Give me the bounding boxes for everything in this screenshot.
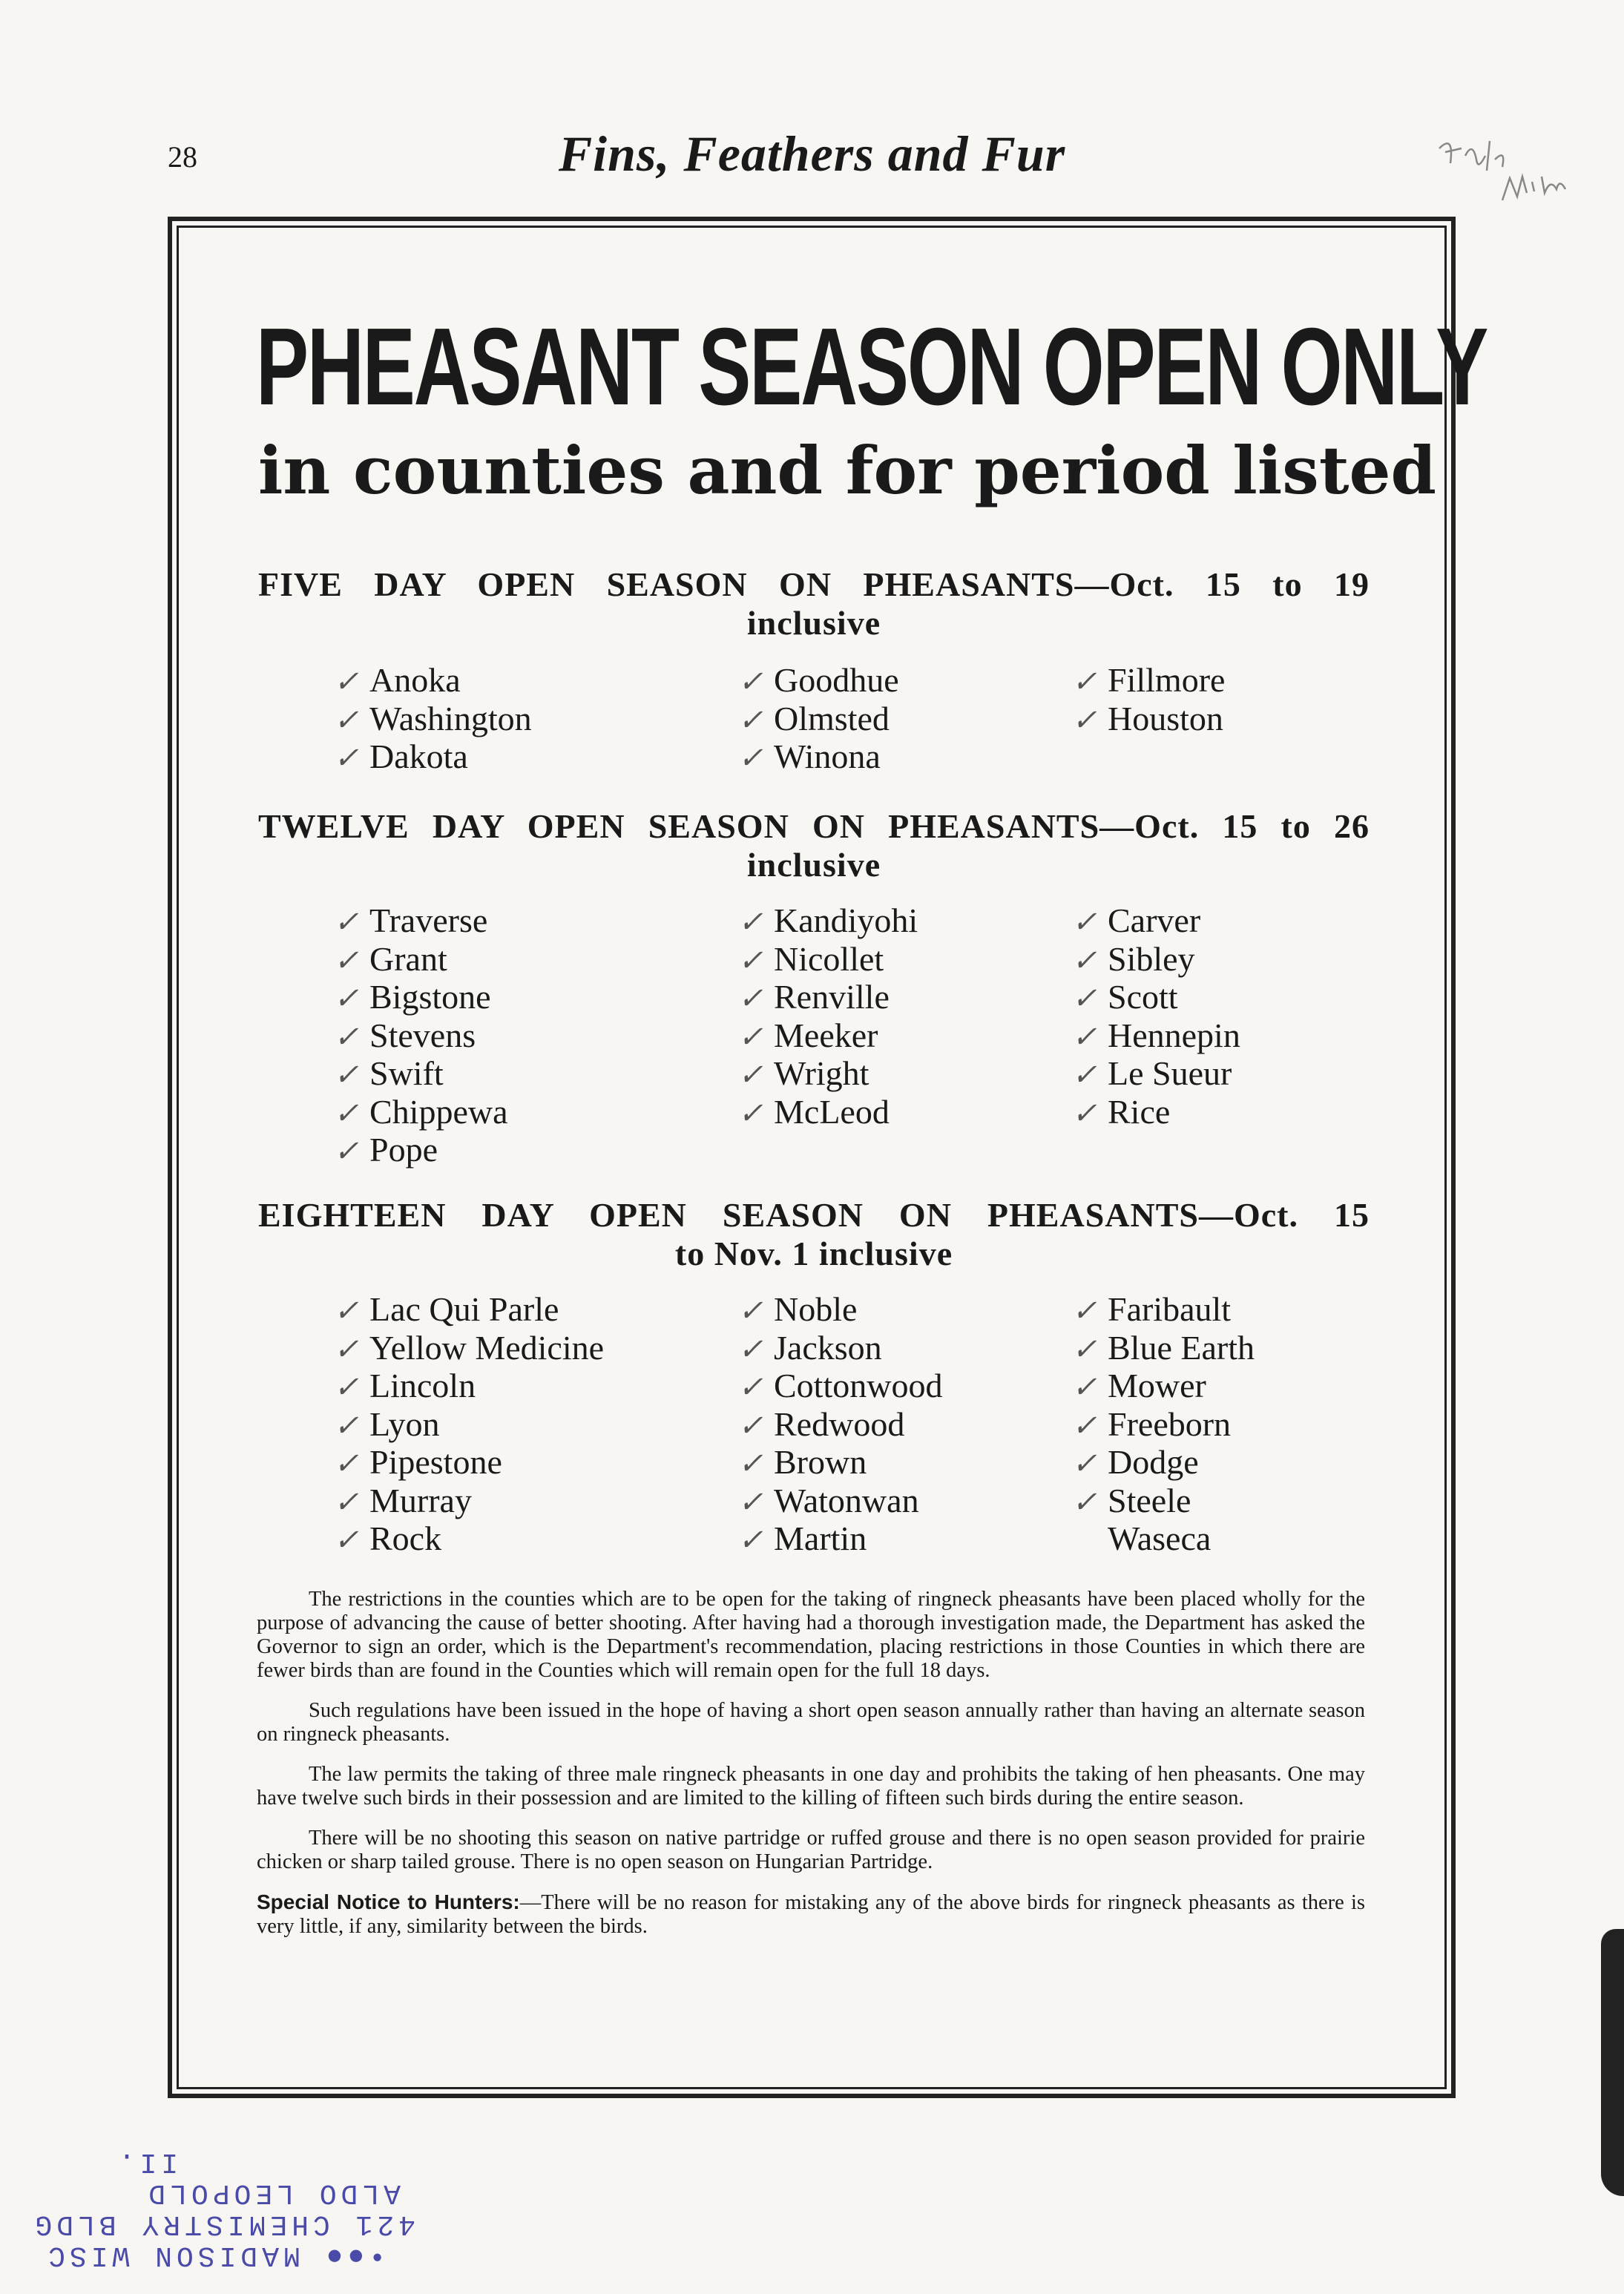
county-item: ✓ Winona [738, 737, 881, 775]
county-column [1072, 1291, 1255, 1557]
section-heading-five-day [258, 565, 1370, 642]
county-item: ✓ Lac Qui Parle [334, 1290, 559, 1328]
torn-edge [1601, 1929, 1624, 2196]
page-number: 28 [168, 140, 197, 174]
section-heading-line1: TWELVE DAY OPEN SEASON ON PHEASANTS—Oct. 15 to 26 [258, 807, 1370, 845]
county-item: ✓ Chippewa [334, 1092, 508, 1131]
paragraph: The law permits the taking of three male ringneck pheasants in one day and prohibits the taking of hen pheasants. One may have twelve such birds in their possession and are limited to the killing of fifteen such birds during the entire season. [257, 1763, 1365, 1810]
county-item: ✓ Yellow Medicine [334, 1328, 605, 1367]
county-item: ✓ Hennepin [1072, 1016, 1240, 1054]
county-column [738, 902, 918, 1131]
county-item: ✓ Bigstone [334, 978, 491, 1016]
special-notice-label: Special Notice to Hunters: [257, 1890, 520, 1913]
county-item: ✓ Redwood [738, 1404, 905, 1443]
county-column [1072, 902, 1240, 1131]
masthead: Fins, Feathers and Fur [558, 125, 1066, 182]
county-item: ✓ Swift [334, 1054, 444, 1092]
county-item: ✓ Carver [1072, 901, 1201, 939]
county-column [738, 1291, 942, 1559]
county-item: ✓ Houston [1072, 699, 1223, 737]
subheadline: in counties and for period listed [258, 432, 1436, 509]
county-item: ✓ Cottonwood [738, 1367, 943, 1404]
paragraph: The restrictions in the counties which are to be open for the taking of ringneck pheasants have been placed wholly for the purpose of advancing the cause of better shooting. After having had a thorough investigation made, the Department has asked the Governor to sign an order, which is the Department's recommendation, placing restrictions in those Counties in which there are fewer birds than are found in the Counties which will remain open for the full 18 days. [257, 1588, 1365, 1682]
county-item: ✓ Pipestone [334, 1443, 502, 1481]
county-item: ✓ Rice [1072, 1092, 1171, 1131]
county-item: ✓ Wright [738, 1054, 869, 1092]
county-item: ✓ Jackson [738, 1328, 882, 1367]
section-heading-line2: to Nov. 1 inclusive [674, 1235, 953, 1272]
paragraph: Such regulations have been issued in the hope of having a short open season annually rather than having an alternate season on ringneck pheasants. [257, 1699, 1365, 1746]
county-item: ✓ Goodhue [738, 661, 899, 699]
county-item: ✓ Lincoln [334, 1367, 476, 1404]
headline: PHEASANT SEASON OPEN ONLY [256, 306, 1487, 428]
section-heading-line2: inclusive [746, 604, 881, 642]
county-item: ✓ Faribault [1072, 1290, 1232, 1328]
county-item: ✓ Renville [738, 978, 890, 1016]
county-item: ✓ Blue Earth [1072, 1328, 1255, 1367]
section-heading-eighteen-day [258, 1196, 1370, 1273]
county-item: ✓ Kandiyohi [738, 901, 918, 939]
county-item: ✓ Stevens [334, 1016, 476, 1054]
section-heading-line1: EIGHTEEN DAY OPEN SEASON ON PHEASANTS—Oct. 15 [258, 1196, 1370, 1234]
county-column [1072, 662, 1225, 738]
county-item: ✓ Brown [738, 1443, 867, 1481]
library-stamp: •●● MADISON WISC 421 CHEMISTRY BLDG ALDO LEOPOLD II. [30, 2146, 415, 2271]
county-item: ✓ Washington [334, 699, 532, 737]
county-item: ✓ Murray [334, 1481, 472, 1519]
county-column [334, 662, 532, 777]
special-notice-text: —There will be no reason for mistaking any of the above birds for ringneck pheasants as there is very little, if any, similarity between the birds. [257, 1891, 1365, 1938]
notice-body [257, 1588, 1365, 1955]
county-item: ✓ Scott [1072, 978, 1178, 1016]
county-item: ✓ Nicollet [738, 939, 884, 978]
county-item: ✓ Fillmore [1072, 661, 1226, 699]
county-item: ✓ Dakota [334, 737, 468, 775]
handwritten-note [1432, 119, 1580, 215]
county-column [738, 662, 899, 777]
county-item: ✓ Steele [1072, 1481, 1191, 1519]
county-item: ✓ Traverse [334, 901, 488, 939]
county-item: ✓ Martin [738, 1519, 867, 1557]
special-notice [257, 1890, 1365, 1939]
section-heading-line1: FIVE DAY OPEN SEASON ON PHEASANTS—Oct. 15 to 19 [258, 565, 1370, 603]
county-item: Waseca [1108, 1519, 1212, 1557]
section-heading-line2: inclusive [746, 846, 881, 884]
county-item: ✓ Le Sueur [1072, 1054, 1232, 1092]
county-item: ✓ Grant [334, 939, 447, 978]
county-item: ✓ Meeker [738, 1016, 878, 1054]
county-item: ✓ Rock [334, 1519, 442, 1557]
county-item: ✓ Lyon [334, 1404, 440, 1443]
county-item: ✓ Freeborn [1072, 1404, 1232, 1443]
county-item: ✓ Olmsted [738, 699, 890, 737]
county-item: ✓ Pope [334, 1131, 438, 1169]
section-heading-twelve-day [258, 807, 1370, 884]
county-column [334, 1291, 604, 1559]
county-item: ✓ Anoka [334, 661, 461, 699]
county-item: ✓ Noble [738, 1290, 858, 1328]
county-item: ✓ Watonwan [738, 1481, 919, 1519]
paragraph: There will be no shooting this season on native partridge or ruffed grouse and there is no open season provided for prairie chicken or sharp tailed grouse. There is no open season on Hungarian Partridge. [257, 1827, 1365, 1873]
county-item: ✓ Dodge [1072, 1443, 1199, 1481]
county-item: ✓ Sibley [1072, 939, 1195, 978]
county-item: ✓ McLeod [738, 1092, 890, 1131]
county-item: ✓ Mower [1072, 1367, 1206, 1404]
county-column [334, 902, 508, 1170]
